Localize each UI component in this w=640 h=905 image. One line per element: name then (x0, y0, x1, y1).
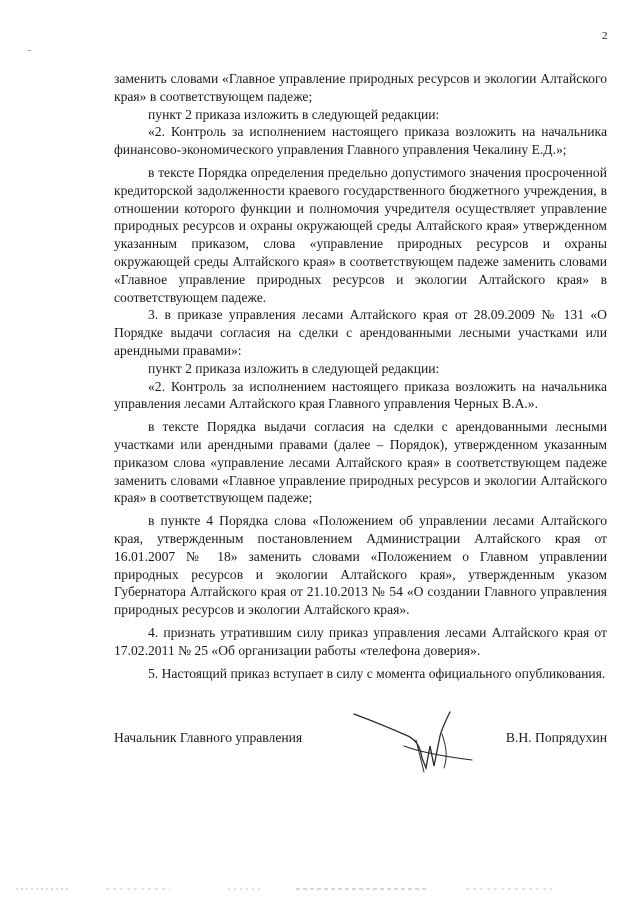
handwritten-signature (350, 706, 480, 776)
paragraph: 3. в приказе управления лесами Алтайского края от 28.09.2009 № 131 «О Порядке выдачи согласия на сделки с арендованными лесными участками или арендными правами»: (114, 307, 607, 358)
scan-noise (0, 886, 640, 894)
document-body (114, 70, 607, 682)
paragraph: «2. Контроль за исполнением настоящего приказа возложить на начальника финансово-экономического управления Главного управления Чекалину Е.Д.»; (114, 124, 607, 158)
signature-block (114, 730, 607, 770)
page-number: 2 (602, 30, 608, 42)
paragraph: в тексте Порядка выдачи согласия на сделки с арендованными лесными участками или арендными правами (далее – Порядок), утвержденном указанным приказом слова «управление лесами Алтайского края» в соответствующем падеже заменить словами «Главное управление природных ресурсов и экологии Алтайского края» в соответствующем падеже; (114, 419, 607, 506)
paragraph: «2. Контроль за исполнением настоящего приказа возложить на начальника управления лесами Алтайского края Главного управления Черных В.А.». (114, 378, 607, 412)
scan-edge-mark (28, 50, 31, 51)
signatory-title: Начальник Главного управления (114, 730, 303, 745)
paragraph: пункт 2 приказа изложить в следующей редакции: (148, 106, 440, 122)
signatory-name: В.Н. Попрядухин (505, 730, 607, 745)
paragraph: в тексте Порядка определения предельно допустимого значения просроченной кредиторской задолженности краевого государственного бюджетного учреждения, в отношении которого функции и полномочия учредителя осуществляет управление природных ресурсов и охраны окружающей среды Алтайского края» утвержденном указанным приказом, слова «управление природных ресурсов и охраны окружающей среды Алтайского края» в соответствующем падеже заменить словами «Главное управление природных ресурсов и экологии Алтайского края» в соответствующем падеже. (114, 164, 607, 305)
paragraph: пункт 2 приказа изложить в следующей редакции: (148, 360, 440, 376)
paragraph: 5. Настоящий приказ вступает в силу с момента официального опубликования. (148, 665, 606, 681)
paragraph: 4. признать утратившим силу приказ управления лесами Алтайского края от 17.02.2011 № 25 «Об организации работы «телефона доверия». (114, 624, 607, 658)
paragraph: заменить словами «Главное управление природных ресурсов и экологии Алтайского края» в соответствующем падеже; (114, 71, 607, 104)
paragraph: в пункте 4 Порядка слова «Положением об управлении лесами Алтайского края, утвержденным постановлением Администрации Алтайского края от 16.01.2007 № 18» заменить словами «Положением о Главном управлении природных ресурсов и экологии Алтайского края», утвержденным указом Губернатора Алтайского края от 21.10.2013 № 54 «О создании Главного управления природных ресурсов и экологии Алтайского края». (114, 513, 607, 618)
